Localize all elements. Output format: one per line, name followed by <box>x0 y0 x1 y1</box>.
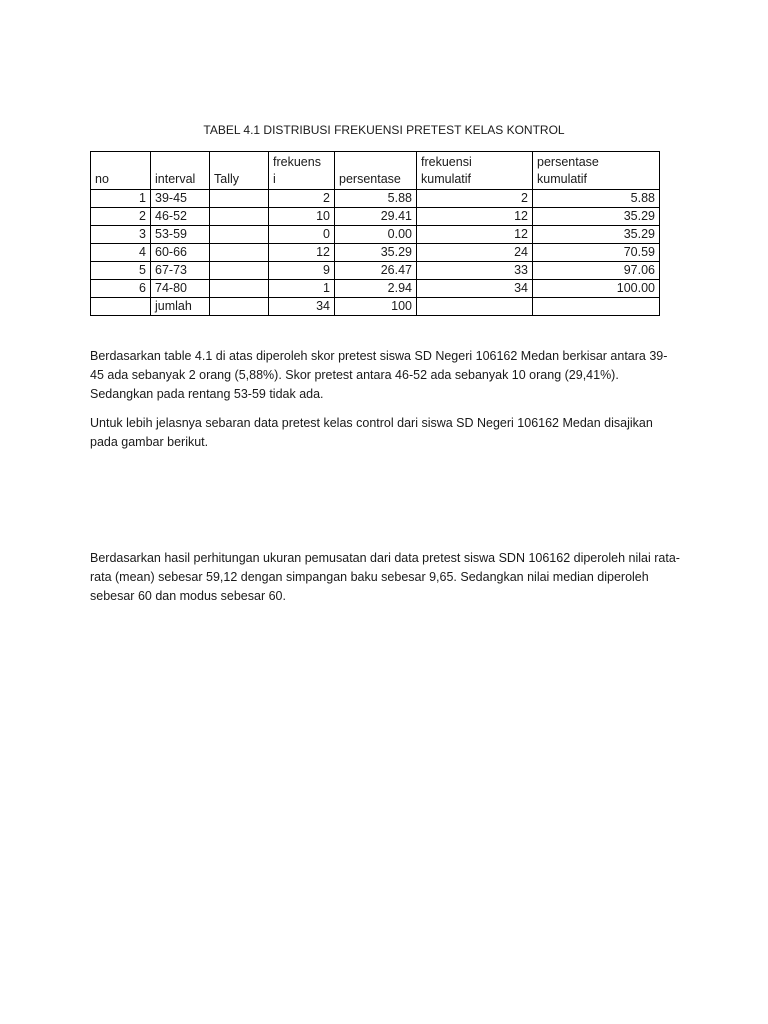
cell-pk-empty <box>533 298 660 316</box>
cell-no-empty <box>91 298 151 316</box>
cell-interval: 39-45 <box>151 190 210 208</box>
cell-persentase: 2.94 <box>335 280 417 298</box>
table-row <box>91 208 660 226</box>
cell-frekuensi-kumulatif: 34 <box>417 280 533 298</box>
table-row <box>91 280 660 298</box>
header-persentase: persentase <box>335 152 417 190</box>
cell-tally <box>210 262 269 280</box>
cell-interval: 46-52 <box>151 208 210 226</box>
header-frekuensi <box>269 152 335 190</box>
header-no: no <box>91 152 151 190</box>
cell-frekuensi: 2 <box>269 190 335 208</box>
cell-tally <box>210 190 269 208</box>
cell-frekuensi: 9 <box>269 262 335 280</box>
cell-persentase: 29.41 <box>335 208 417 226</box>
cell-fk-empty <box>417 298 533 316</box>
paragraph-central-tendency: Berdasarkan hasil perhitungan ukuran pemusatan dari data pretest siswa SDN 106162 diperoleh nilai rata-rata (mean) sebesar 59,12 dengan simpangan baku sebesar 9,65. Sedangkan nilai median diperoleh sebesar 60 dan modus sebesar 60. <box>90 551 680 603</box>
cell-frekuensi-kumulatif: 24 <box>417 244 533 262</box>
cell-no: 1 <box>91 190 151 208</box>
paragraph-table-description: Berdasarkan table 4.1 di atas diperoleh skor pretest siswa SD Negeri 106162 Medan berkisar antara 39-45 ada sebanyak 2 orang (5,88%). Skor pretest antara 46-52 ada sebanyak 10 orang (29,41%). Sedangkan pada rentang 53-59 tidak ada. <box>90 349 668 401</box>
table-row <box>91 262 660 280</box>
header-persentase-kumulatif <box>533 152 660 190</box>
frequency-distribution-table <box>90 151 660 316</box>
cell-frekuensi-kumulatif: 33 <box>417 262 533 280</box>
cell-persentase-kumulatif: 35.29 <box>533 208 660 226</box>
cell-no: 2 <box>91 208 151 226</box>
total-persentase: 100 <box>335 298 417 316</box>
cell-frekuensi: 10 <box>269 208 335 226</box>
cell-persentase-kumulatif: 100.00 <box>533 280 660 298</box>
cell-frekuensi: 12 <box>269 244 335 262</box>
header-pk-line1: persentase <box>537 155 599 169</box>
cell-interval: 53-59 <box>151 226 210 244</box>
cell-tally <box>210 244 269 262</box>
table-title: TABEL 4.1 DISTRIBUSI FREKUENSI PRETEST KELAS KONTROL <box>203 123 565 137</box>
total-frekuensi: 34 <box>269 298 335 316</box>
cell-tally <box>210 226 269 244</box>
header-frekuensi-line1: frekuens <box>273 155 321 169</box>
cell-tally-empty <box>210 298 269 316</box>
cell-persentase-kumulatif: 97.06 <box>533 262 660 280</box>
cell-persentase: 0.00 <box>335 226 417 244</box>
total-label: jumlah <box>151 298 210 316</box>
table-header-row <box>91 152 660 190</box>
header-frekuensi-line2: i <box>273 172 276 186</box>
cell-persentase-kumulatif: 70.59 <box>533 244 660 262</box>
cell-frekuensi-kumulatif: 12 <box>417 208 533 226</box>
cell-interval: 60-66 <box>151 244 210 262</box>
cell-no: 6 <box>91 280 151 298</box>
cell-interval: 74-80 <box>151 280 210 298</box>
header-frekuensi-kumulatif <box>417 152 533 190</box>
table-row <box>91 226 660 244</box>
cell-persentase: 5.88 <box>335 190 417 208</box>
cell-persentase: 26.47 <box>335 262 417 280</box>
cell-no: 4 <box>91 244 151 262</box>
cell-frekuensi: 0 <box>269 226 335 244</box>
cell-interval: 67-73 <box>151 262 210 280</box>
cell-frekuensi-kumulatif: 2 <box>417 190 533 208</box>
cell-frekuensi-kumulatif: 12 <box>417 226 533 244</box>
table-row <box>91 244 660 262</box>
header-fk-line2: kumulatif <box>421 172 472 186</box>
cell-frekuensi: 1 <box>269 280 335 298</box>
header-fk-line1: frekuensi <box>421 155 472 169</box>
cell-no: 3 <box>91 226 151 244</box>
cell-persentase-kumulatif: 35.29 <box>533 226 660 244</box>
header-tally: Tally <box>210 152 269 190</box>
cell-persentase: 35.29 <box>335 244 417 262</box>
table-total-row <box>91 298 660 316</box>
header-pk-line2: kumulatif <box>537 172 588 186</box>
cell-no: 5 <box>91 262 151 280</box>
cell-tally <box>210 208 269 226</box>
cell-tally <box>210 280 269 298</box>
cell-persentase-kumulatif: 5.88 <box>533 190 660 208</box>
table-row <box>91 190 660 208</box>
header-interval: interval <box>151 152 210 190</box>
paragraph-figure-intro: Untuk lebih jelasnya sebaran data pretest kelas control dari siswa SD Negeri 106162 Medan disajikan pada gambar berikut. <box>90 416 653 449</box>
